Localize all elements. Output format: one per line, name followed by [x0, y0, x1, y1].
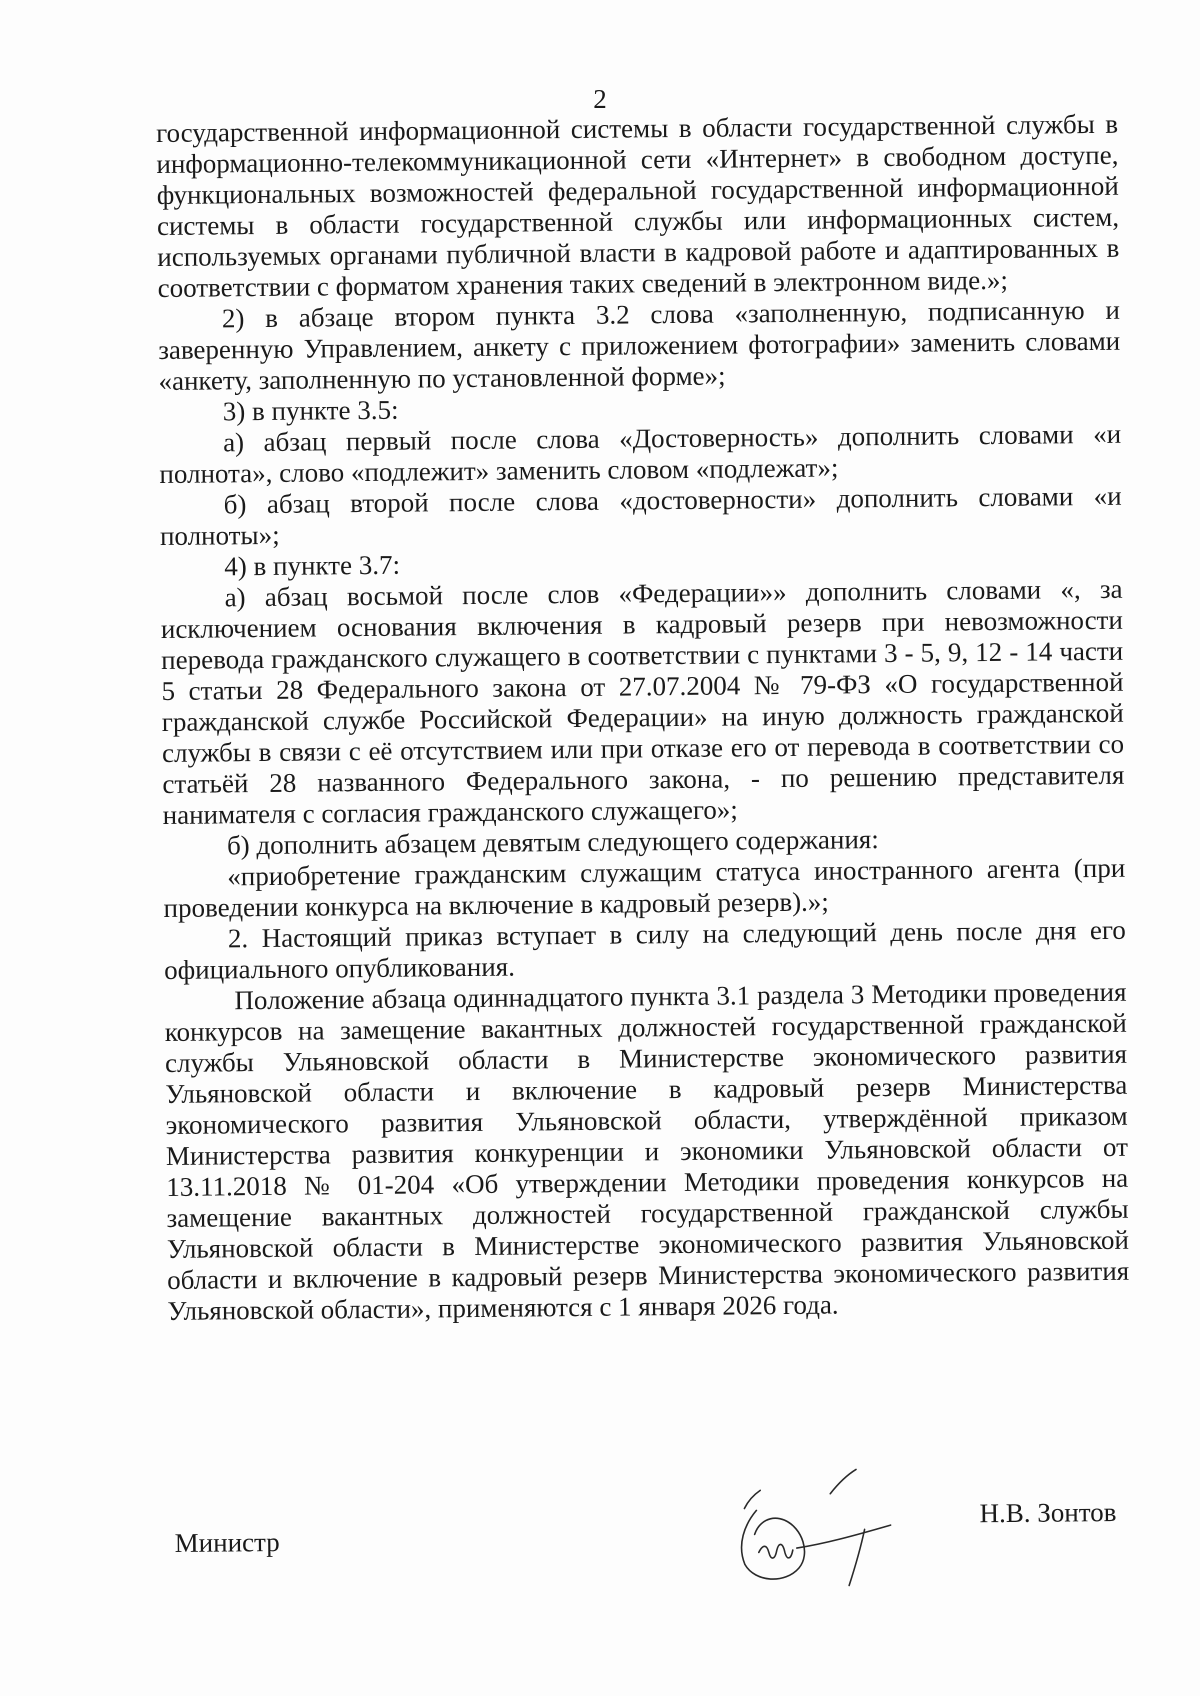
handwritten-signature	[714, 1463, 915, 1595]
paragraph-item-3b: б) абзац второй после слова «достоверности» дополнить словами «и полноты»;	[159, 480, 1122, 551]
signer-title: Министр	[174, 1526, 280, 1558]
paragraph-item-4: 4) в пункте 3.7:	[224, 549, 401, 582]
paragraph-item-4a: а) абзац восьмой после слов «Федерации»» дополнить словами «, за исключением основания включения в кадровый резерв при невозможности перевода гражданского служащего в соответствии с пунктами 3 - 5, 9, 12 - 14 части 5 статьи 28 Федерального закона от 27.07.2004 № 79-ФЗ «О государственной гражданской службе Российской Федерации» на иную должность гражданской службы в связи с её отсутствием или при отказе его от перевода в соответствии со статьёй 28 названного Федерального закона, - по решению представителя нанимателя с согласия гражданского служащего»;	[160, 573, 1125, 830]
document-body	[156, 109, 1130, 1327]
page-number: 2	[593, 84, 607, 114]
paragraph-continuation: государственной информационной системы в области государственной службы в информационно-телекоммуникационной сети «Интернет» в свободном доступе, функциональных возможностей федеральной государственной информационной системы в области государственной службы или информационных систем, используемых органами публичной власти в кадровой работе и адаптированных в соответствии с форматом хранения таких сведений в электронном виде.»;	[156, 108, 1120, 303]
paragraph-item-3a: а) абзац первый после слова «Достоверность» дополнить словами «и полнота», слово «подлежит» заменить словом «подлежат»;	[159, 418, 1122, 489]
paragraph-item-3: 3) в пункте 3.5:	[222, 394, 399, 427]
paragraph-point-2: 2. Настоящий приказ вступает в силу на следующий день после дня его официального опубликования.	[164, 914, 1126, 985]
paragraph-item-2: 2) в абзаце втором пункта 3.2 слова «заполненную, подписанную и заверенную Управлением, анкету с приложением фотографии» заменить словами «анкету, заполненную по установленной форме»;	[158, 294, 1121, 396]
signer-name: Н.В. Зонтов	[979, 1496, 1117, 1529]
paragraph-item-4b: б) дополнить абзацем девятым следующего содержания:	[226, 824, 879, 861]
signature-block	[174, 1461, 1117, 1610]
paragraph-quote: «приобретение гражданским служащим статуса иностранного агента (при проведении конкурса на включение в кадровый резерв).»;	[163, 852, 1126, 923]
paragraph-provision: Положение абзаца одиннадцатого пункта 3.1 раздела 3 Методики проведения конкурсов на замещение вакантных должностей государственной гражданской службы Ульяновской области в Министерстве экономического развития Ульяновской области и включение в кадровый резерв Министерства экономического развития Ульяновской области, утверждённой приказом Министерства развития конкуренции и экономики Ульяновской области от 13.11.2018 № 01-204 «Об утверждении Методики проведения конкурсов на замещение вакантных должностей государственной гражданской службы Ульяновской области в Министерстве экономического развития Ульяновской области и включение в кадровый резерв Министерства экономического развития Ульяновской области», применяются с 1 января 2026 года.	[164, 976, 1130, 1326]
